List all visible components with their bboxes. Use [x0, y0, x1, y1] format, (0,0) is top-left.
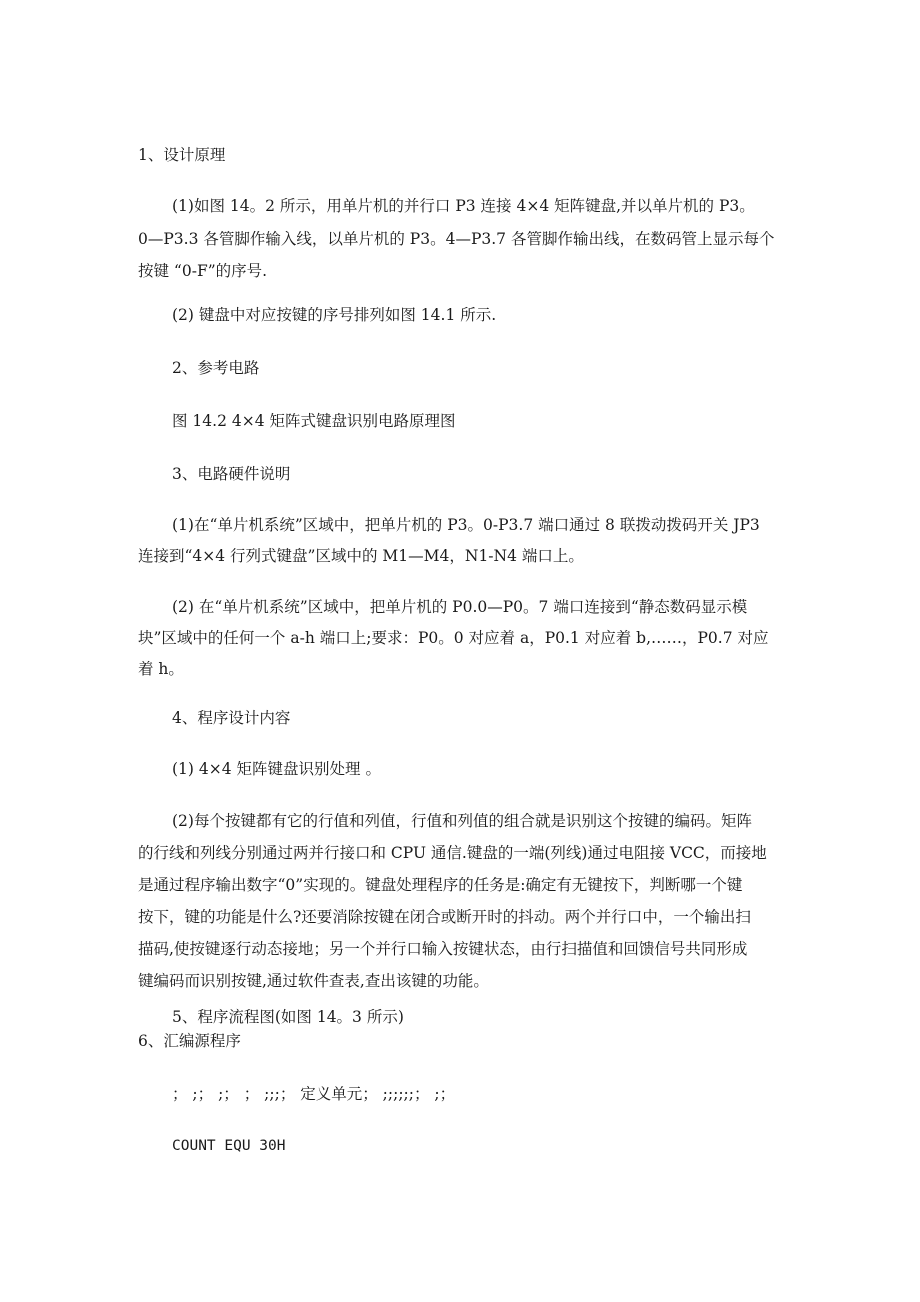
- paragraph-1-line-1: (1)如图 14。2 所示，用单片机的并行口 P3 连接 4×4 矩阵键盘,并以单片机的 P3。: [172, 197, 755, 215]
- section5-heading: 5、程序流程图(如图 14。3 所示): [172, 1008, 404, 1026]
- paragraph-4-line-1: (2) 在“单片机系统”区域中，把单片机的 P0.0—P0。7 端口连接到“静态数码显示模: [172, 598, 748, 616]
- paragraph-6-line-4: 按下，键的功能是什么?还要消除按键在闭合或断开时的抖动。两个并行口中，一个输出扫: [138, 908, 751, 926]
- paragraph-1-line-3: 按键 “0-F”的序号.: [138, 262, 268, 280]
- paragraph-3-line-2: 连接到“4×4 行列式键盘”区域中的 M1—M4，N1-N4 端口上。: [138, 547, 584, 565]
- paragraph-4-line-2: 块”区域中的任何一个 a-h 端口上;要求：P0。0 对应着 a，P0.1 对应着 b,……，P0.7 对应: [138, 629, 769, 647]
- section2-heading: 2、参考电路: [172, 359, 260, 377]
- paragraph-6-line-3: 是通过程序输出数字“0”实现的。键盘处理程序的任务是:确定有无键按下，判断哪一个键: [138, 876, 743, 894]
- code-line: COUNT EQU 30H: [172, 1138, 286, 1154]
- paragraph-4-line-3: 着 h。: [138, 660, 184, 678]
- paragraph-3-line-1: (1)在“单片机系统”区域中，把单片机的 P3。0-P3.7 端口通过 8 联拨动拨码开关 JP3: [172, 516, 760, 534]
- figure-caption: 图 14.2 4×4 矩阵式键盘识别电路原理图: [172, 412, 456, 430]
- code-comment-line: ； ;； ;； ； ;;;； 定义单元； ;;;;;;； ;；: [172, 1085, 456, 1103]
- section1-heading: 1、设计原理: [138, 146, 226, 164]
- paragraph-6-line-2: 的行线和列线分别通过两并行接口和 CPU 通信.键盘的一端(列线)通过电阻接 VCC，而接地: [138, 844, 767, 862]
- paragraph-2: (2) 键盘中对应按键的序号排列如图 14.1 所示.: [172, 306, 497, 324]
- paragraph-5: (1) 4×4 矩阵键盘识别处理 。: [172, 760, 381, 778]
- section6-heading: 6、汇编源程序: [138, 1032, 241, 1050]
- section3-heading: 3、电路硬件说明: [172, 465, 291, 483]
- paragraph-6-line-6: 键编码而识别按键,通过软件查表,查出该键的功能。: [138, 972, 489, 990]
- paragraph-1-line-2: 0—P3.3 各管脚作输入线，以单片机的 P3。4—P3.7 各管脚作输出线，在数码管上显示每个: [138, 230, 775, 248]
- section4-heading: 4、程序设计内容: [172, 709, 291, 727]
- paragraph-6-line-1: (2)每个按键都有它的行值和列值，行值和列值的组合就是识别这个按键的编码。矩阵: [172, 812, 752, 830]
- paragraph-6-line-5: 描码,使按键逐行动态接地；另一个并行口输入按键状态，由行扫描值和回馈信号共同形成: [138, 940, 748, 958]
